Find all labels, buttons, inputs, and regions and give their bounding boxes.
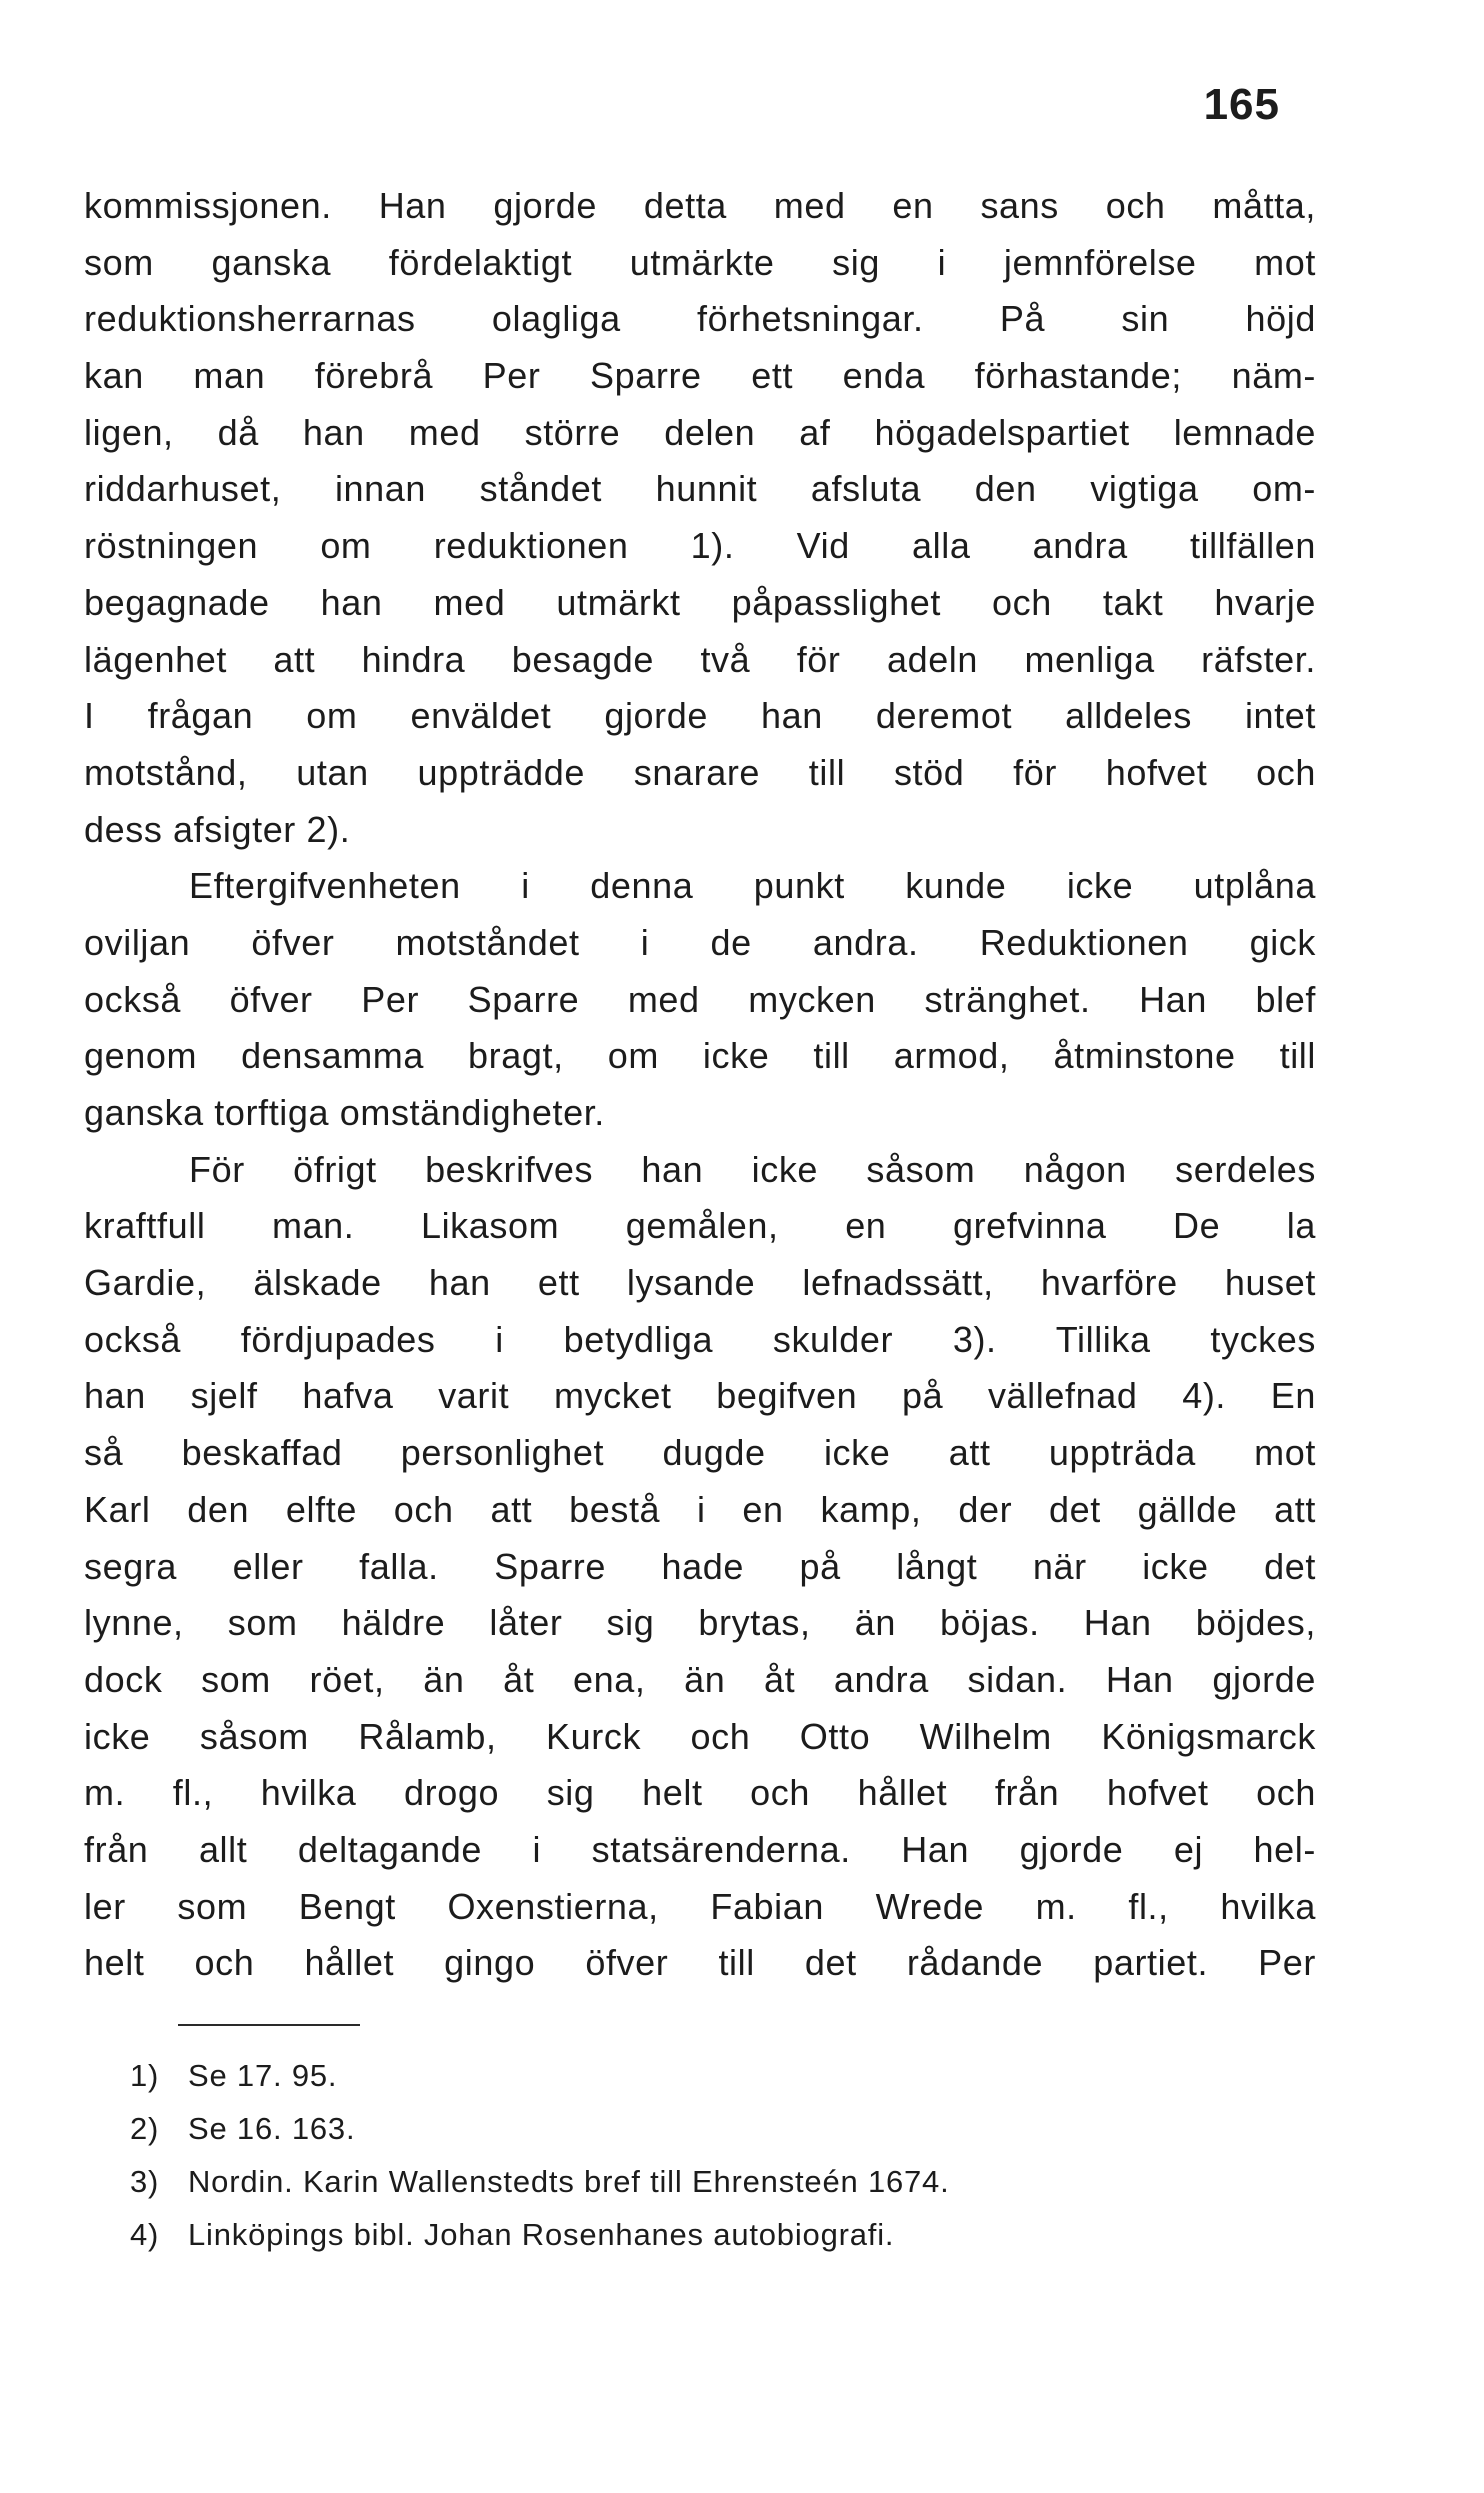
footnote (130, 2102, 1280, 2155)
footnote-text: Se 17. 95. (188, 2058, 338, 2093)
text-line: Eftergifvenheten i denna punkt kunde icke utplåna (189, 865, 1316, 907)
footnote (130, 2049, 1280, 2102)
footnote-marker: 1) (130, 2058, 160, 2093)
text-line: kommissjonen. Han gjorde detta med en sans och måtta, (84, 185, 1316, 226)
footnote-text: Linköpings bibl. Johan Rosenhanes autobiografi. (188, 2217, 895, 2252)
text-line: helt och hållet gingo öfver till det rådande partiet. Per (84, 1942, 1316, 1984)
text-line: från allt deltagande i statsärenderna. Han gjorde ej hel- (84, 1828, 1316, 1870)
footnote-divider (178, 2024, 360, 2026)
footnotes (130, 2049, 1280, 2261)
text-line: icke såsom Rålamb, Kurck och Otto Wilhelm Königsmarck (84, 1715, 1316, 1757)
text-line: genom densamma bragt, om icke till armod, åtminstone till (84, 1035, 1316, 1077)
text-line: kraftfull man. Likasom gemålen, en grefvinna De la (84, 1205, 1316, 1247)
text-line: I frågan om enväldet gjorde han deremot alldeles intet (84, 695, 1316, 737)
text-line: dock som röet, än åt ena, än åt andra sidan. Han gjorde (84, 1658, 1316, 1700)
text-line: ligen, då han med större delen af högadelspartiet lemnade (84, 411, 1316, 453)
page-number: 165 (1203, 80, 1280, 129)
text-line: För öfrigt beskrifves han icke såsom någon serdeles (189, 1148, 1316, 1190)
footnote (130, 2208, 1280, 2261)
text-line: ganska torftiga omständigheter. (84, 1092, 605, 1133)
text-line: riddarhuset, innan ståndet hunnit afsluta den vigtiga om- (84, 468, 1316, 510)
text-line: ler som Bengt Oxenstierna, Fabian Wrede m. fl., hvilka (84, 1885, 1316, 1927)
text-line: motstånd, utan uppträdde snarare till stöd för hofvet och (84, 751, 1316, 793)
text-line: Karl den elfte och att bestå i en kamp, der det gällde att (84, 1488, 1316, 1530)
text-line: oviljan öfver motståndet i de andra. Reduktionen gick (84, 921, 1316, 963)
text-line: också öfver Per Sparre med mycken stränghet. Han blef (84, 978, 1316, 1020)
text-line: också fördjupades i betydliga skulder 3). Tillika tyckes (84, 1318, 1316, 1360)
footnote-marker: 3) (130, 2164, 160, 2199)
text-line: m. fl., hvilka drogo sig helt och hållet från hofvet och (84, 1772, 1316, 1814)
text-line: Gardie, älskade han ett lysande lefnadssätt, hvarföre huset (84, 1262, 1316, 1304)
text-line: segra eller falla. Sparre hade på långt när icke det (84, 1545, 1316, 1587)
body-text (84, 178, 1316, 1992)
text-line: dess afsigter 2). (84, 808, 351, 850)
text-line: kan man förebrå Per Sparre ett enda förhastande; näm- (84, 355, 1316, 397)
footnote-text: Se 16. 163. (188, 2111, 356, 2146)
footnote-marker: 2) (130, 2111, 160, 2146)
text-line: så beskaffad personlighet dugde icke att uppträda mot (84, 1432, 1316, 1474)
footnote (130, 2155, 1280, 2208)
text-line: röstningen om reduktionen 1). Vid alla andra tillfällen (84, 525, 1316, 567)
footnote-marker: 4) (130, 2217, 160, 2252)
text-line: lynne, som häldre låter sig brytas, än böjas. Han böjdes, (84, 1602, 1316, 1644)
text-line: reduktionsherrarnas olagliga förhetsningar. På sin höjd (84, 298, 1316, 340)
footnote-text: Nordin. Karin Wallenstedts bref till Ehrensteén 1674. (188, 2164, 950, 2199)
text-line: som ganska fördelaktigt utmärkte sig i jemnförelse mot (84, 241, 1316, 283)
text-line: begagnade han med utmärkt påpasslighet och takt hvarje (84, 581, 1316, 623)
text-line: lägenhet att hindra besagde två för adeln menliga räfster. (84, 638, 1316, 680)
text-line: han sjelf hafva varit mycket begifven på vällefnad 4). En (84, 1375, 1316, 1417)
